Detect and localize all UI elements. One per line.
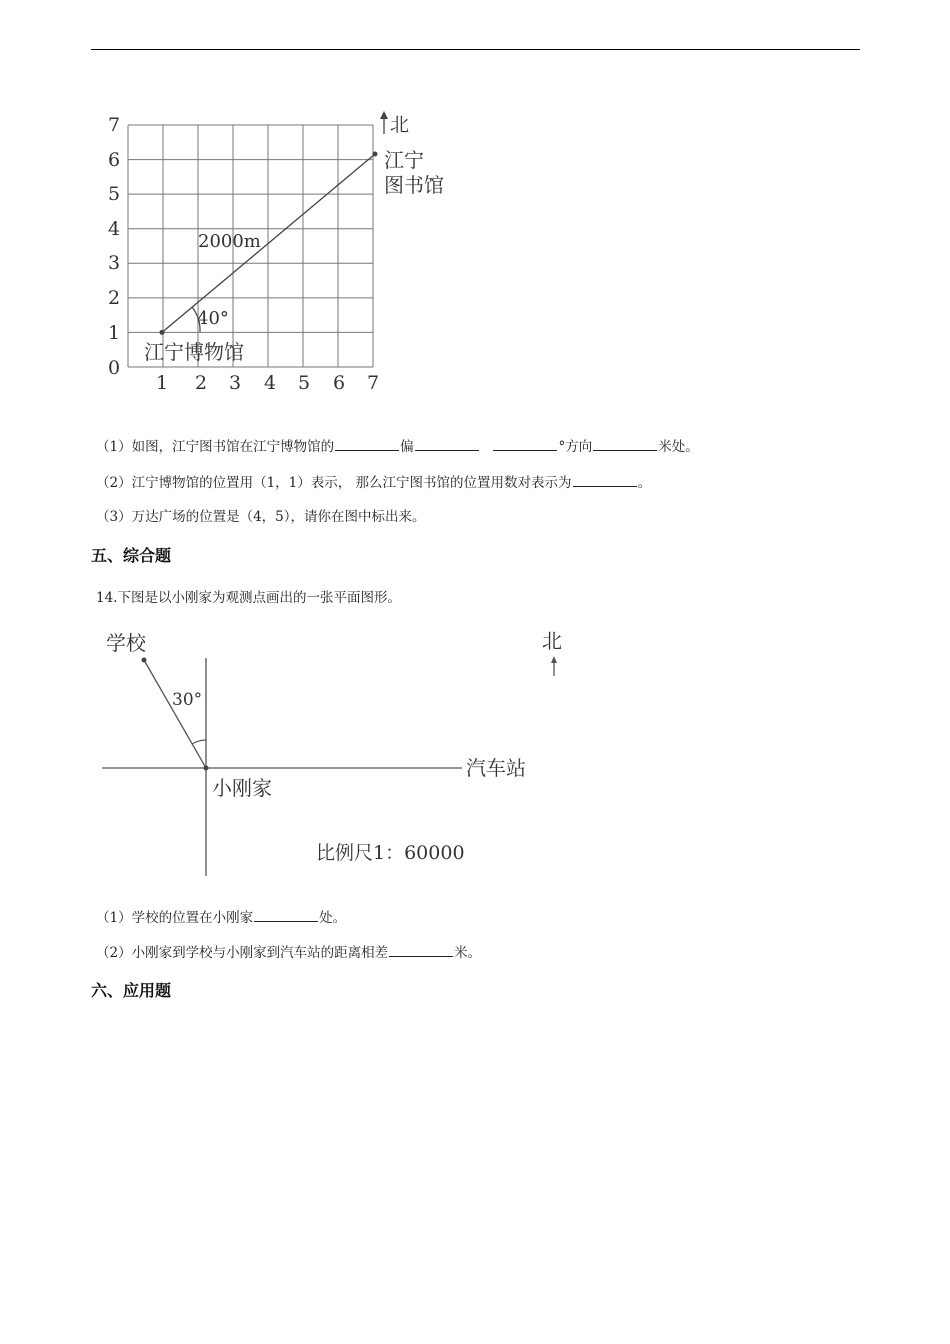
x-tick-label: 7 [367,372,380,394]
north-label: 北 [390,114,410,136]
q14-p1-text-a: （1）学校的位置在小刚家 [96,910,254,926]
y-tick-label: 6 [108,149,121,171]
north-label: 北 [542,629,562,653]
q13-p1-text-d: 米处。 [658,439,699,455]
q14-p2-text-b: 米。 [454,945,482,961]
y-tick-label: 2 [108,287,121,309]
q13-p2-text-b: 。 [637,475,652,491]
home-point [204,766,209,771]
x-tick-label: 4 [264,372,277,394]
school-label: 学校 [106,631,146,655]
answer-blank[interactable] [389,942,453,957]
answer-blank[interactable] [335,436,399,451]
library-label-line2: 图书馆 [384,173,444,197]
scale-label: 比例尺1：60000 [316,842,465,864]
north-arrow-head [380,111,388,119]
museum-point [160,330,165,335]
q13-p2-text-a: （2）江宁博物馆的位置用（1，1）表示， 那么江宁图书馆的位置用数对表示为 [96,475,572,491]
museum-label: 江宁博物馆 [144,340,244,364]
x-tick-label: 6 [333,372,346,394]
y-tick-label: 3 [108,252,121,274]
y-tick-label: 7 [108,114,121,136]
bus-station-label: 汽车站 [466,756,526,780]
q13-p1-text-c: °方向 [558,439,593,455]
angle-label: 30° [172,690,203,710]
q13-p1-text-a: （1）如图，江宁图书馆在江宁博物馆的 [96,439,335,455]
answer-blank[interactable] [415,436,479,451]
home-to-school-line [144,660,206,768]
q13-part3: （3）万达广场的位置是（4，5），请你在图中标出来。 [96,509,426,525]
x-tick-label: 1 [156,372,169,394]
north-arrow-head [551,656,557,663]
distance-label: 2000m [198,231,261,252]
direction-diagram-figure [96,620,566,882]
library-label-line1: 江宁 [384,148,424,172]
x-tick-label: 2 [195,372,208,394]
q13-part1 [96,436,699,457]
q13-part2 [96,472,651,493]
x-tick-label: 5 [298,372,311,394]
q13-p1-text-b: 偏 [400,439,414,455]
y-tick-label: 4 [108,218,121,240]
y-tick-label: 0 [108,357,121,379]
y-tick-label: 5 [108,183,121,205]
header-rule [91,49,860,50]
section-heading-6: 六、应用题 [91,981,172,1000]
answer-blank[interactable] [254,907,318,922]
q14-part1 [96,907,346,928]
answer-blank[interactable] [493,436,557,451]
library-point [373,152,378,157]
school-point [142,658,147,663]
home-label: 小刚家 [212,776,272,800]
x-tick-label: 3 [229,372,242,394]
coordinate-grid-figure [98,104,468,404]
answer-blank[interactable] [593,436,657,451]
q14-p2-text-a: （2）小刚家到学校与小刚家到汽车站的距离相差 [96,945,389,961]
section-heading-5: 五、综合题 [91,546,172,565]
q14-stem: 14.下图是以小刚家为观测点画出的一张平面图形。 [96,590,401,606]
angle-arc [192,740,206,744]
q14-part2 [96,942,481,963]
q14-p1-text-b: 处。 [319,910,347,926]
answer-blank[interactable] [573,472,637,487]
angle-label: 40° [197,308,229,329]
y-tick-label: 1 [108,322,121,344]
